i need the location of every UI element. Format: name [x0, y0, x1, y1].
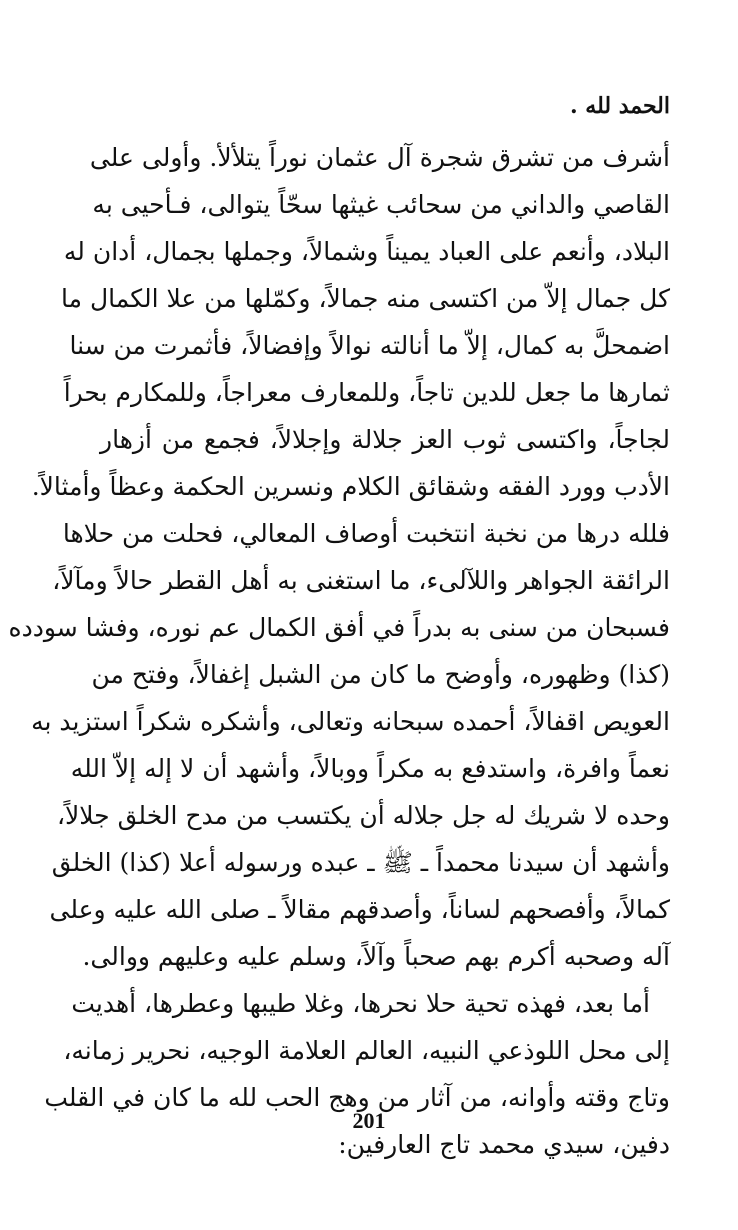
- page-number: 201: [352, 1108, 386, 1133]
- body-text: [8, 134, 670, 1168]
- text-line: نعماً وافرة، واستدفع به مكراً ووبالاً، وأشهد أن لا إله إلاّ الله: [70, 754, 670, 783]
- text-line: أشرف من تشرق شجرة آل عثمان نوراً يتلألأ. وأولى على: [89, 143, 670, 172]
- text-line: القاصي والداني من سحائب غيثها سحّاً يتوالى، فـأحيى به: [92, 190, 670, 219]
- text-line: أما بعد، فهذه تحية حلا نحرها، وغلا طيبها وعطرها، أهديت: [71, 989, 650, 1018]
- text-line: العويص اقفالاً، أحمده سبحانه وتعالى، وأشكره شكراً استزيد به: [31, 707, 670, 736]
- text-line: لجاجاً، واكتسى ثوب العز جلالة وإجلالاً، فجمع من أزهار: [100, 425, 670, 454]
- text-line: وحده لا شريك له جل جلاله أن يكتسب من مدح الخلق جلالاً،: [56, 801, 670, 830]
- text-line: وأشهد أن سيدنا محمداً ـ ﷺ ـ عبده ورسوله أعلا (كذا) الخلق: [51, 848, 670, 877]
- text-line: اضمحلَّ به كمال، إلاّ ما أنالته نوالاً وإفضالاً، فأثمرت من سنا: [69, 331, 670, 360]
- text-line: فلله درها من نخبة انتخبت أوصاف المعالي، فحلت من حلاها: [62, 519, 670, 548]
- text-line: البلاد، وأنعم على العباد يميناً وشمالاً، وجملها بجمال، أدان له: [63, 237, 670, 266]
- text-line: إلى محل اللوذعي النبيه، العالم العلامة الوجيه، نحرير زمانه،: [63, 1036, 670, 1065]
- text-line: كل جمال إلاّ من اكتسى منه جمالاً، وكمّلها من علا الكمال ما: [61, 284, 670, 313]
- text-line: (كذا) وظهوره، وأوضح ما كان من الشبل إغفالاً، وفتح من: [91, 660, 670, 689]
- text-line: فسبحان من سنى به بدراً في أفق الكمال عم نوره، وفشا سودده: [8, 613, 670, 642]
- text-line: آله وصحبه أكرم بهم صحباً وآلاً، وسلم عليه وعليهم ووالى.: [82, 942, 670, 971]
- text-line: الأدب وورد الفقه وشقائق الكلام ونسرين الحكمة وعظاً وأمثالاً.: [31, 472, 670, 501]
- opening-heading: الحمد لله .: [569, 93, 670, 119]
- text-line: دفين، سيدي محمد تاج العارفين:: [338, 1130, 670, 1159]
- text-line: ثمارها ما جعل للدين تاجاً، وللمعارف معراجاً، وللمكارم بحراً: [63, 378, 670, 407]
- text-line: كمالاً، وأفصحهم لساناً، وأصدقهم مقالاً ـ صلى الله عليه وعلى: [49, 895, 670, 924]
- text-line: وتاج وقته وأوانه، من آثار من وهج الحب لله ما كان في القلب: [44, 1083, 670, 1112]
- text-line: الرائقة الجواهر واللآلىء، ما استغنى به أهل القطر حالاً ومآلاً،: [52, 566, 670, 595]
